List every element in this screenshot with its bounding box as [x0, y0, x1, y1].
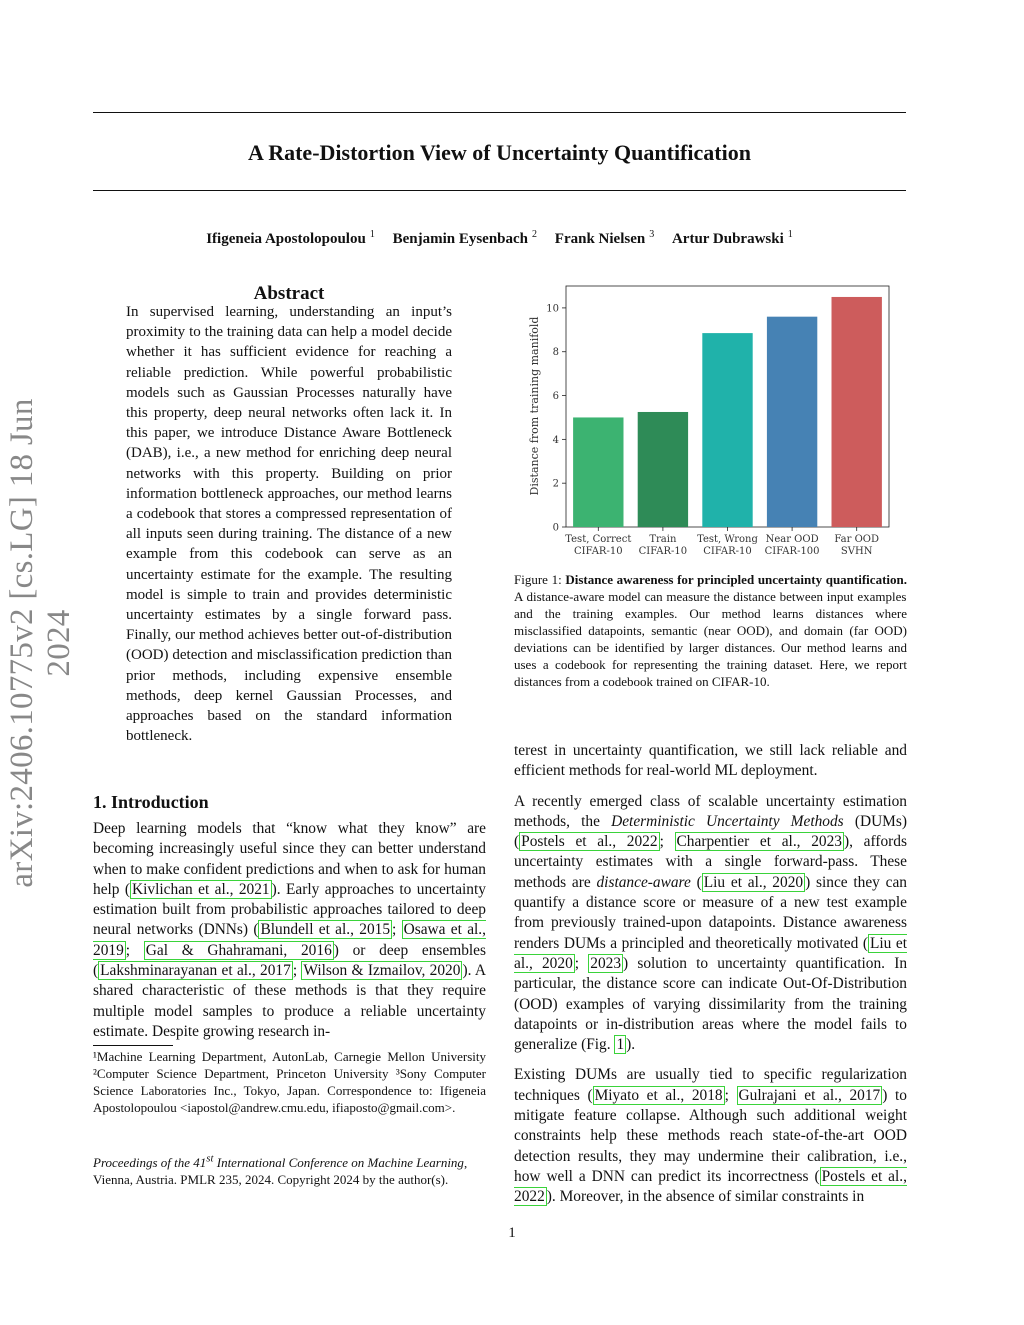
author-list: [93, 229, 906, 248]
x-tick-label: SVHN: [840, 546, 873, 557]
x-tick-label: Train: [649, 534, 677, 545]
abstract-body: In supervised learning, understanding an input’s proximity to the training data can help a model decide whether it has sufficient evidence for reaching a reliable prediction. While powerful probabilistic models such as Gaussian Processes naturally have this property, deep neural networks often lack it. In this paper, we introduce Distance Aware Bottleneck (DAB), i.e., a new method for enriching deep neural networks with this property. Building on prior information bottleneck approaches, our method learns a codebook that stores a compressed representation of all inputs seen during training. The distance of a new example from this codebook can serve as an uncertainty estimate for the example. The resulting model is simple to train and provides deterministic uncertainty estimates by a single forward pass. Finally, our method achieves better out-of-distribution (OOD) detection and misclassification prediction than prior methods, including expensive ensemble methods, deep kernel Gaussian Processes, and approaches based on the standard information bottleneck.: [126, 304, 452, 745]
citation-link[interactable]: Liu et al., 2020: [703, 873, 804, 891]
citation-link[interactable]: Lakshminarayanan et al., 2017: [100, 962, 291, 980]
author-4: Artur Dubrawski $^1$: [671, 229, 793, 247]
footnote-rule: [93, 1045, 173, 1046]
x-tick-label: Test, Correct: [565, 534, 632, 545]
paragraph: terest in uncertainty quantification, we still lack reliable and efficient methods for real-world ML deployment.: [514, 742, 907, 780]
citation-link[interactable]: Liu et al., 2020: [514, 934, 907, 972]
x-tick-label: CIFAR-100: [764, 546, 820, 557]
y-tick-label: 10: [546, 303, 559, 315]
bar: [573, 417, 623, 527]
y-tick-label: 8: [552, 347, 559, 359]
proceedings-note: Proceedings of the 41st International Conference on Machine Learning, Vienna, Austria. PMLR 235, 2024. Copyright 2024 by the author(s).: [93, 1153, 468, 1188]
citation-link[interactable]: Wilson & Izmailov, 2020: [303, 962, 461, 980]
page-number: 1: [508, 1225, 516, 1241]
x-tick-label: CIFAR-10: [574, 546, 623, 557]
y-tick-label: 4: [552, 434, 559, 446]
arxiv-watermark: arXiv:2406.10775v2 [cs.LG] 18 Jun 2024: [4, 398, 77, 888]
citation-link[interactable]: Charpentier et al., 2023: [676, 833, 842, 851]
section-heading-introduction: 1. Introduction: [93, 792, 209, 812]
top-rule: [93, 112, 906, 113]
x-axis-labels: [565, 527, 879, 557]
citation-link[interactable]: Gal & Ghahramani, 2016: [145, 941, 332, 959]
bar: [702, 333, 752, 527]
intro-paragraph: Deep learning models that “know what they know” are becoming increasingly useful since they can better understand when to make confident predictions and when to ask for human help ( Kivlichan et al., 2021 ). Early approaches to uncertainty estimation built from probabilistic approaches tailored to deep neural networks (DNNs) ( Blundell et al., 2015 ; Osawa et al., 2019 ; Gal & Ghahramani, 2016 ) or deep ensembles ( Lakshminarayanan et al., 2017 ; Wilson & Izmailov, 2020 ). A shared characteristic of these methods is that they require multiple model samples to produce a reliable uncertainty estimate. Despite growing research in-: [93, 820, 487, 1040]
citation-link[interactable]: Blundell et al., 2015: [260, 921, 391, 939]
citation-link[interactable]: Osawa et al., 2019: [93, 921, 486, 959]
y-tick-label: 6: [552, 391, 559, 403]
citation-link[interactable]: Postels et al., 2022: [514, 1167, 907, 1206]
figure-link[interactable]: 1: [616, 1036, 625, 1054]
figure-1-bar-chart: [522, 280, 902, 565]
title-bottom-rule: [93, 190, 906, 191]
right-column-body: [514, 741, 907, 1218]
affiliation-footnote: ¹Machine Learning Department, AutonLab, Carnegie Mellon University ²Computer Science Department, Princeton University ³Sony Computer Science Laboratories Inc., Tokyo, Japan. Correspondence to: Ifigeneia Apostolopoulou <iapostol@andrew.cmu.edu, ifiaposto@gmail.com>.: [93, 1049, 486, 1115]
citation-link[interactable]: 2023: [590, 954, 622, 972]
figure-1-caption: Figure 1: Distance awareness for principled uncertainty quantification. A distance-aware model can measure the distance between input examples and the training examples. Our method learns distances where misclassified datapoints, semantic (near OOD), and domain (far OOD) deviations can be identified by larger distances. Our method learns and uses a codebook for representing the training dataset. Here, we report distances from a codebook trained on CIFAR-10.: [514, 572, 907, 689]
author-3: Frank Nielsen $^3$: [554, 229, 655, 247]
y-tick-label: 0: [552, 522, 559, 534]
author-1: Ifigeneia Apostolopoulou $^1$: [206, 229, 375, 247]
x-tick-label: CIFAR-10: [703, 546, 752, 557]
citation-link[interactable]: Postels et al., 2022: [521, 833, 658, 851]
x-tick-label: CIFAR-10: [638, 546, 688, 557]
y-axis: [546, 303, 566, 533]
bar: [638, 412, 688, 527]
bar-series: [573, 297, 882, 527]
x-tick-label: Test, Wrong: [697, 534, 758, 545]
x-tick-label: Near OOD: [765, 534, 819, 545]
bar: [832, 297, 882, 527]
x-tick-label: Far OOD: [834, 534, 880, 545]
bar: [767, 317, 817, 527]
citation-link[interactable]: Kivlichan et al., 2021: [132, 880, 270, 898]
paragraph: A recently emerged class of scalable uncertainty estimation methods, the Deterministic Uncertainty Methods (DUMs) ( Postels et al., 2022 ; Charpentier et al., 2023 ), affords uncertainty estimates with a single forward-pass. These methods are distance-aware ( Liu et al., 2020 ) since they can quantify a distance score or measure of a new test example from previously trained-upon datapoints. Distance awareness renders DUMs a principled and theoretically motivated ( Liu et al., 2020 ; 2023 ) solution to uncertainty quantification. In particular, the distance score can indicate Out-Of-Distribution (OOD) examples of varying dissimilarity from the training datapoints or in-distribution areas where the model fails to generalize (Fig. 1 ).: [514, 792, 908, 1054]
y-tick-label: 2: [552, 478, 559, 490]
paragraph: Existing DUMs are usually tied to specific regularization techniques ( Miyato et al., 2018 ; Gulrajani et al., 2017 ) to mitigate feature collapse. Although such additional weight constraints help these methods reach state-of-the-art OOD detection results, they may undermine their calibration, i.e., how well a DNN can predict its incorrectness ( Postels et al., 2022 ). Moreover, in the absence of similar constraints in: [514, 1066, 907, 1206]
citation-link[interactable]: Miyato et al., 2018: [594, 1086, 723, 1104]
y-axis-label: Distance from training manifold: [528, 316, 541, 496]
abstract-heading: Abstract: [253, 283, 325, 304]
citation-link[interactable]: Gulrajani et al., 2017: [738, 1086, 881, 1104]
paper-title: A Rate-Distortion View of Uncertainty Quantification: [248, 140, 751, 165]
author-2: Benjamin Eysenbach $^2$: [392, 229, 538, 247]
